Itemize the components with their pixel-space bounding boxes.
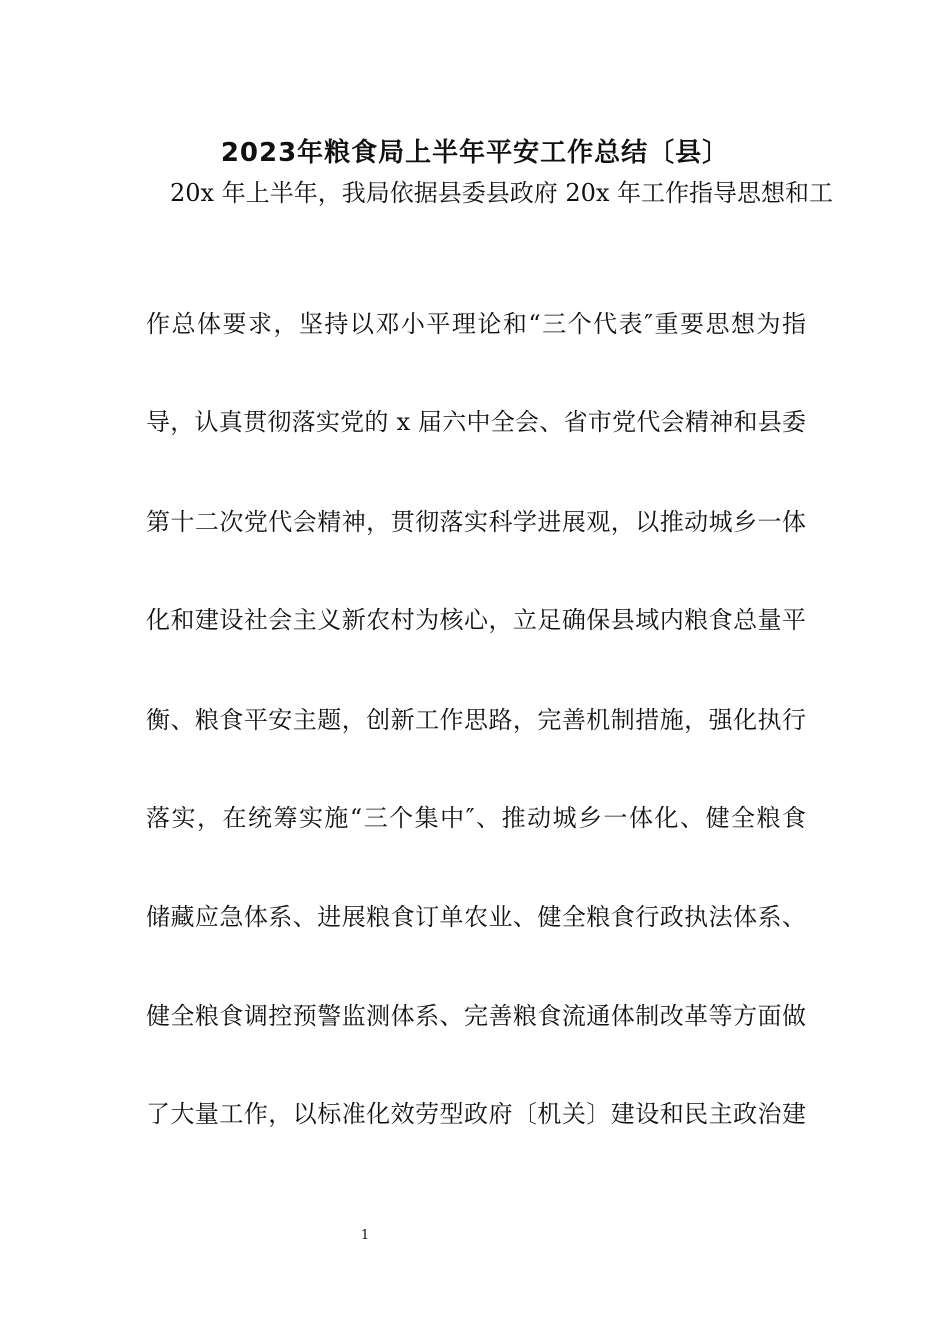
paragraph-line: 作总体要求，坚持以邓小平理论和“三个代表″重要思想为指 [146,310,806,338]
paragraph-line: 第十二次党代会精神，贯彻落实科学进展观，以推动城乡一体 [146,508,806,536]
document-title: 2023年粮食局上半年平安工作总结〔县〕 [220,138,730,168]
paragraph-line: 了大量工作，以标准化效劳型政府〔机关〕建设和民主政治建 [146,1100,806,1128]
paragraph-line: 落实，在统筹实施“三个集中″、推动城乡一体化、健全粮食 [146,804,806,832]
paragraph-line: 20x 年上半年，我局依据县委县政府 20x 年工作指导思想和工 [170,179,834,207]
page-number: 1 [360,1228,370,1243]
paragraph-line: 健全粮食调控预警监测体系、完善粮食流通体制改革等方面做 [146,1002,806,1030]
paragraph-line: 化和建设社会主义新农村为核心，立足确保县域内粮食总量平 [146,606,806,634]
paragraph-line: 导，认真贯彻落实党的 x 届六中全会、省市党代会精神和县委 [146,408,806,436]
paragraph-line: 衡、粮食平安主题，创新工作思路，完善机制措施，强化执行 [146,706,806,734]
paragraph-line: 储藏应急体系、进展粮食订单农业、健全粮食行政执法体系、 [146,903,806,931]
